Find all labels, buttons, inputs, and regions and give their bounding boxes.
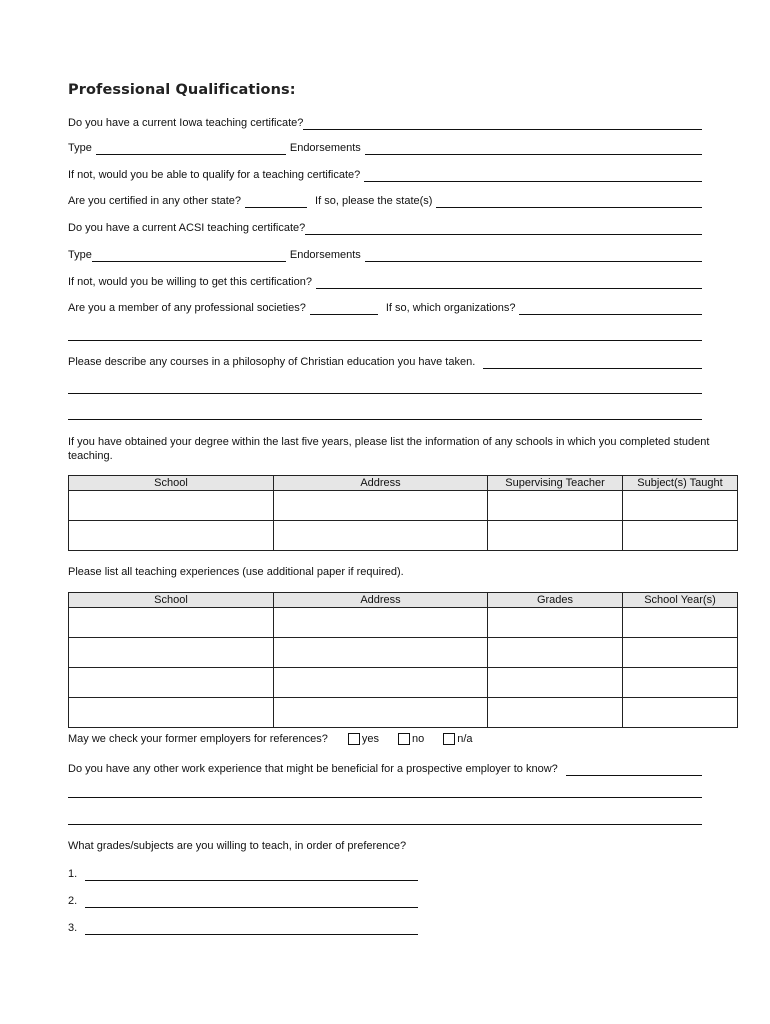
other-state-field[interactable] [245, 195, 307, 208]
table-cell[interactable] [274, 521, 488, 551]
table-cell[interactable] [488, 698, 623, 728]
no-option[interactable] [398, 733, 424, 745]
table-cell[interactable] [69, 698, 274, 728]
acsi-type-endorsements-row [68, 246, 702, 262]
table-cell[interactable] [488, 521, 623, 551]
preference-number: 3. [68, 922, 78, 934]
column-header: Subject(s) Taught [623, 476, 738, 491]
table-cell[interactable] [623, 521, 738, 551]
preference-2-row [68, 892, 418, 908]
table-header-row [69, 476, 738, 491]
willing-field[interactable] [316, 276, 702, 289]
type-label: Type [68, 142, 92, 154]
table-header-row [69, 593, 738, 608]
courses-line-2[interactable] [68, 393, 702, 394]
table-cell[interactable] [623, 491, 738, 521]
courses-field[interactable] [483, 356, 702, 369]
table-row [69, 521, 738, 551]
other-state-row [68, 192, 702, 208]
qualify-label: If not, would you be able to qualify for a teaching certificate? [68, 169, 361, 181]
work-experience-label: Do you have any other work experience that might be beneficial for a prospective employer to know? [68, 763, 558, 775]
column-header: School [69, 476, 274, 491]
column-header: School Year(s) [623, 593, 738, 608]
work-experience-row [68, 760, 702, 776]
willing-row [68, 273, 702, 289]
table-cell[interactable] [274, 608, 488, 638]
na-checkbox[interactable] [443, 733, 455, 745]
grades-label: What grades/subjects are you willing to teach, in order of preference? [68, 840, 407, 852]
qualify-row [68, 166, 702, 182]
preference-1-row [68, 865, 418, 881]
degree-paragraph: If you have obtained your degree within the last five years, please list the information of any schools in which you completed student teaching. [68, 436, 710, 462]
table-row [69, 668, 738, 698]
na-label: n/a [457, 733, 473, 745]
column-header: School [69, 593, 274, 608]
column-header: Grades [488, 593, 623, 608]
table-cell[interactable] [623, 608, 738, 638]
table-cell[interactable] [488, 491, 623, 521]
column-header: Supervising Teacher [488, 476, 623, 491]
type-field[interactable] [96, 142, 286, 155]
table-cell[interactable] [69, 608, 274, 638]
which-state-label: If so, please the state(s) [315, 195, 433, 207]
preference-2-field[interactable] [85, 895, 418, 908]
table-cell[interactable] [69, 668, 274, 698]
table-cell[interactable] [488, 668, 623, 698]
table-row [69, 491, 738, 521]
table-cell[interactable] [274, 698, 488, 728]
courses-label: Please describe any courses in a philosophy of Christian education you have taken. [68, 356, 476, 368]
table-cell[interactable] [488, 608, 623, 638]
work-line-2[interactable] [68, 797, 702, 798]
other-state-label: Are you certified in any other state? [68, 195, 242, 207]
iowa-certificate-field[interactable] [303, 117, 702, 130]
iowa-certificate-label: Do you have a current Iowa teaching certificate? [68, 117, 304, 129]
member-field[interactable] [310, 302, 378, 315]
column-header: Address [274, 593, 488, 608]
column-header: Address [274, 476, 488, 491]
no-label: no [411, 733, 425, 745]
org-extra-line[interactable] [68, 340, 702, 341]
student-teaching-table [68, 475, 738, 551]
table-row [69, 638, 738, 668]
iowa-certificate-row [68, 114, 702, 130]
references-row [68, 732, 473, 746]
table-cell[interactable] [69, 491, 274, 521]
acsi-certificate-label: Do you have a current ACSI teaching certificate? [68, 222, 306, 234]
which-org-field[interactable] [519, 302, 702, 315]
endorsements-label: Endorsements [289, 142, 361, 154]
table-cell[interactable] [488, 638, 623, 668]
na-option[interactable] [443, 733, 472, 745]
work-line-3[interactable] [68, 824, 702, 825]
member-row [68, 299, 702, 315]
table-row [69, 608, 738, 638]
willing-label: If not, would you be willing to get this certification? [68, 276, 312, 288]
which-state-field[interactable] [436, 195, 702, 208]
table-row [69, 698, 738, 728]
yes-option[interactable] [348, 733, 379, 745]
experiences-label: Please list all teaching experiences (use additional paper if required). [68, 566, 404, 578]
preference-number: 2. [68, 895, 78, 907]
table-cell[interactable] [623, 668, 738, 698]
acsi-endorsements-label: Endorsements [289, 249, 361, 261]
table-cell[interactable] [274, 668, 488, 698]
acsi-type-field[interactable] [92, 249, 286, 262]
endorsements-field[interactable] [365, 142, 702, 155]
references-label: May we check your former employers for references? [68, 733, 328, 745]
table-cell[interactable] [274, 638, 488, 668]
no-checkbox[interactable] [398, 733, 410, 745]
qualify-field[interactable] [364, 169, 702, 182]
courses-line-3[interactable] [68, 419, 702, 420]
preference-number: 1. [68, 868, 78, 880]
acsi-endorsements-field[interactable] [365, 249, 702, 262]
preference-3-row [68, 919, 418, 935]
work-experience-field[interactable] [566, 763, 702, 776]
which-org-label: If so, which organizations? [385, 302, 516, 314]
teaching-experience-table [68, 592, 738, 728]
member-label: Are you a member of any professional societies? [68, 302, 306, 314]
yes-label: yes [361, 733, 379, 745]
acsi-type-label: Type [68, 249, 92, 261]
table-cell[interactable] [623, 698, 738, 728]
acsi-certificate-field[interactable] [305, 222, 702, 235]
table-cell[interactable] [69, 638, 274, 668]
preference-3-field[interactable] [85, 922, 418, 935]
type-endorsements-row [68, 139, 702, 155]
table-cell[interactable] [623, 638, 738, 668]
preference-1-field[interactable] [85, 868, 418, 881]
acsi-certificate-row [68, 219, 702, 235]
table-cell[interactable] [69, 521, 274, 551]
section-title: Professional Qualifications: [68, 82, 296, 98]
yes-checkbox[interactable] [348, 733, 360, 745]
table-cell[interactable] [274, 491, 488, 521]
courses-row [68, 353, 702, 369]
